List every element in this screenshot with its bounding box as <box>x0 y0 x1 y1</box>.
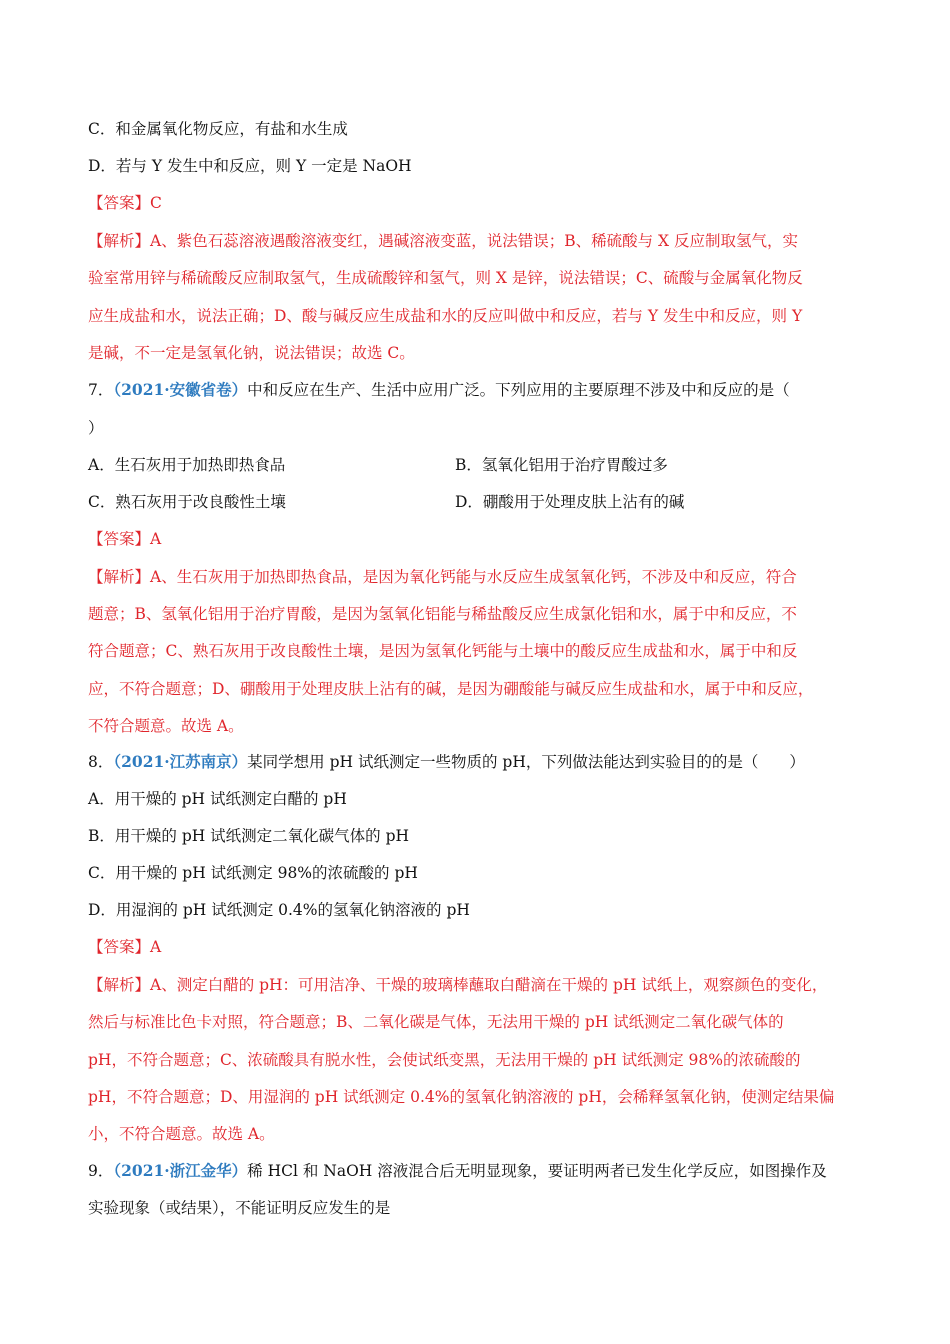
q7-option-a: A．生石灰用于加热即热食品 <box>88 456 286 474</box>
q9-stem-text: 稀 HCl 和 NaOH 溶液混合后无明显现象，要证明两者已发生化学反应，如图操作及 <box>247 1162 827 1180</box>
q7-option-c: C．熟石灰用于改良酸性土壤 <box>88 493 286 511</box>
q9-source: （2021·浙江金华） <box>113 1161 248 1180</box>
q8-stem-text: 某同学想用 pH 试纸测定一些物质的 pH，下列做法能达到实验目的的是（ ） <box>247 753 805 771</box>
q8-analysis-line: 小，不符合题意。故选 A。 <box>88 1125 275 1143</box>
q9-number: 9． <box>88 1162 114 1180</box>
q6-option-c: C．和金属氧化物反应，有盐和水生成 <box>88 120 348 138</box>
q6-analysis-line: 验室常用锌与稀硫酸反应制取氢气，生成硫酸锌和氢气，则 X 是锌，说法错误；C、硫酸与金属氧化物反 <box>88 269 803 287</box>
q7-analysis-line: 应，不符合题意；D、硼酸用于处理皮肤上沾有的碱，是因为硼酸能与碱反应生成盐和水，属于中和反应， <box>88 680 814 698</box>
q8-analysis-line: 然后与标准比色卡对照，符合题意；B、二氧化碳是气体，无法用干燥的 pH 试纸测定二氧化碳气体的 <box>88 1013 784 1031</box>
q7-stem <box>88 380 790 400</box>
q7-option-b: B．氢氧化铝用于治疗胃酸过多 <box>455 456 668 474</box>
q7-stem-continued: ） <box>88 419 104 437</box>
q6-answer: 【答案】C <box>88 194 162 212</box>
q8-answer: 【答案】A <box>88 938 162 956</box>
q8-analysis-line: pH，不符合题意；D、用湿润的 pH 试纸测定 0.4%的氢氧化钠溶液的 pH，会稀释氢氧化钠，使测定结果偏 <box>88 1088 835 1106</box>
q8-option-a: A．用干燥的 pH 试纸测定白醋的 pH <box>88 790 347 808</box>
q7-analysis-line: 不符合题意。故选 A。 <box>88 717 244 735</box>
q8-stem <box>88 752 805 772</box>
q7-number: 7． <box>88 381 114 399</box>
q7-analysis-line: 符合题意；C、熟石灰用于改良酸性土壤，是因为氢氧化钙能与土壤中的酸反应生成盐和水，属于中和反 <box>88 642 798 660</box>
q8-source: （2021·江苏南京） <box>113 752 248 771</box>
q8-analysis-line: pH，不符合题意；C、浓硫酸具有脱水性，会使试纸变黑，无法用干燥的 pH 试纸测定 98%的浓硫酸的 <box>88 1051 801 1069</box>
q8-analysis-line: 【解析】A、测定白醋的 pH：可用洁净、干燥的玻璃棒蘸取白醋滴在干燥的 pH 试纸上，观察颜色的变化， <box>88 976 828 994</box>
q8-number: 8． <box>88 753 114 771</box>
q7-answer: 【答案】A <box>88 530 162 548</box>
q7-source: （2021·安徽省卷） <box>113 380 248 399</box>
q7-analysis-line: 【解析】A、生石灰用于加热即热食品，是因为氧化钙能与水反应生成氢氧化钙，不涉及中和反应，符合 <box>88 568 797 586</box>
q8-option-d: D．用湿润的 pH 试纸测定 0.4%的氢氧化钠溶液的 pH <box>88 901 470 919</box>
q7-option-d: D．硼酸用于处理皮肤上沾有的碱 <box>455 493 685 511</box>
q9-stem-continued: 实验现象（或结果），不能证明反应发生的是 <box>88 1199 391 1217</box>
q6-analysis-line: 应生成盐和水，说法正确；D、酸与碱反应生成盐和水的反应叫做中和反应，若与 Y 发生中和反应，则 Y <box>88 307 803 325</box>
q7-analysis-line: 题意；B、氢氧化铝用于治疗胃酸，是因为氢氧化铝能与稀盐酸反应生成氯化铝和水，属于中和反应，不 <box>88 605 797 623</box>
q8-option-b: B．用干燥的 pH 试纸测定二氧化碳气体的 pH <box>88 827 410 845</box>
q7-stem-text: 中和反应在生产、生活中应用广泛。下列应用的主要原理不涉及中和反应的是（ <box>247 381 790 399</box>
q6-analysis-line: 【解析】A、紫色石蕊溶液遇酸溶液变红，遇碱溶液变蓝，说法错误；B、稀硫酸与 X 反应制取氢气，实 <box>88 232 798 250</box>
q6-option-d: D．若与 Y 发生中和反应，则 Y 一定是 NaOH <box>88 157 412 175</box>
q8-option-c: C．用干燥的 pH 试纸测定 98%的浓硫酸的 pH <box>88 864 418 882</box>
q6-analysis-line: 是碱，不一定是氢氧化钠，说法错误；故选 C。 <box>88 344 415 362</box>
q9-stem <box>88 1161 827 1181</box>
